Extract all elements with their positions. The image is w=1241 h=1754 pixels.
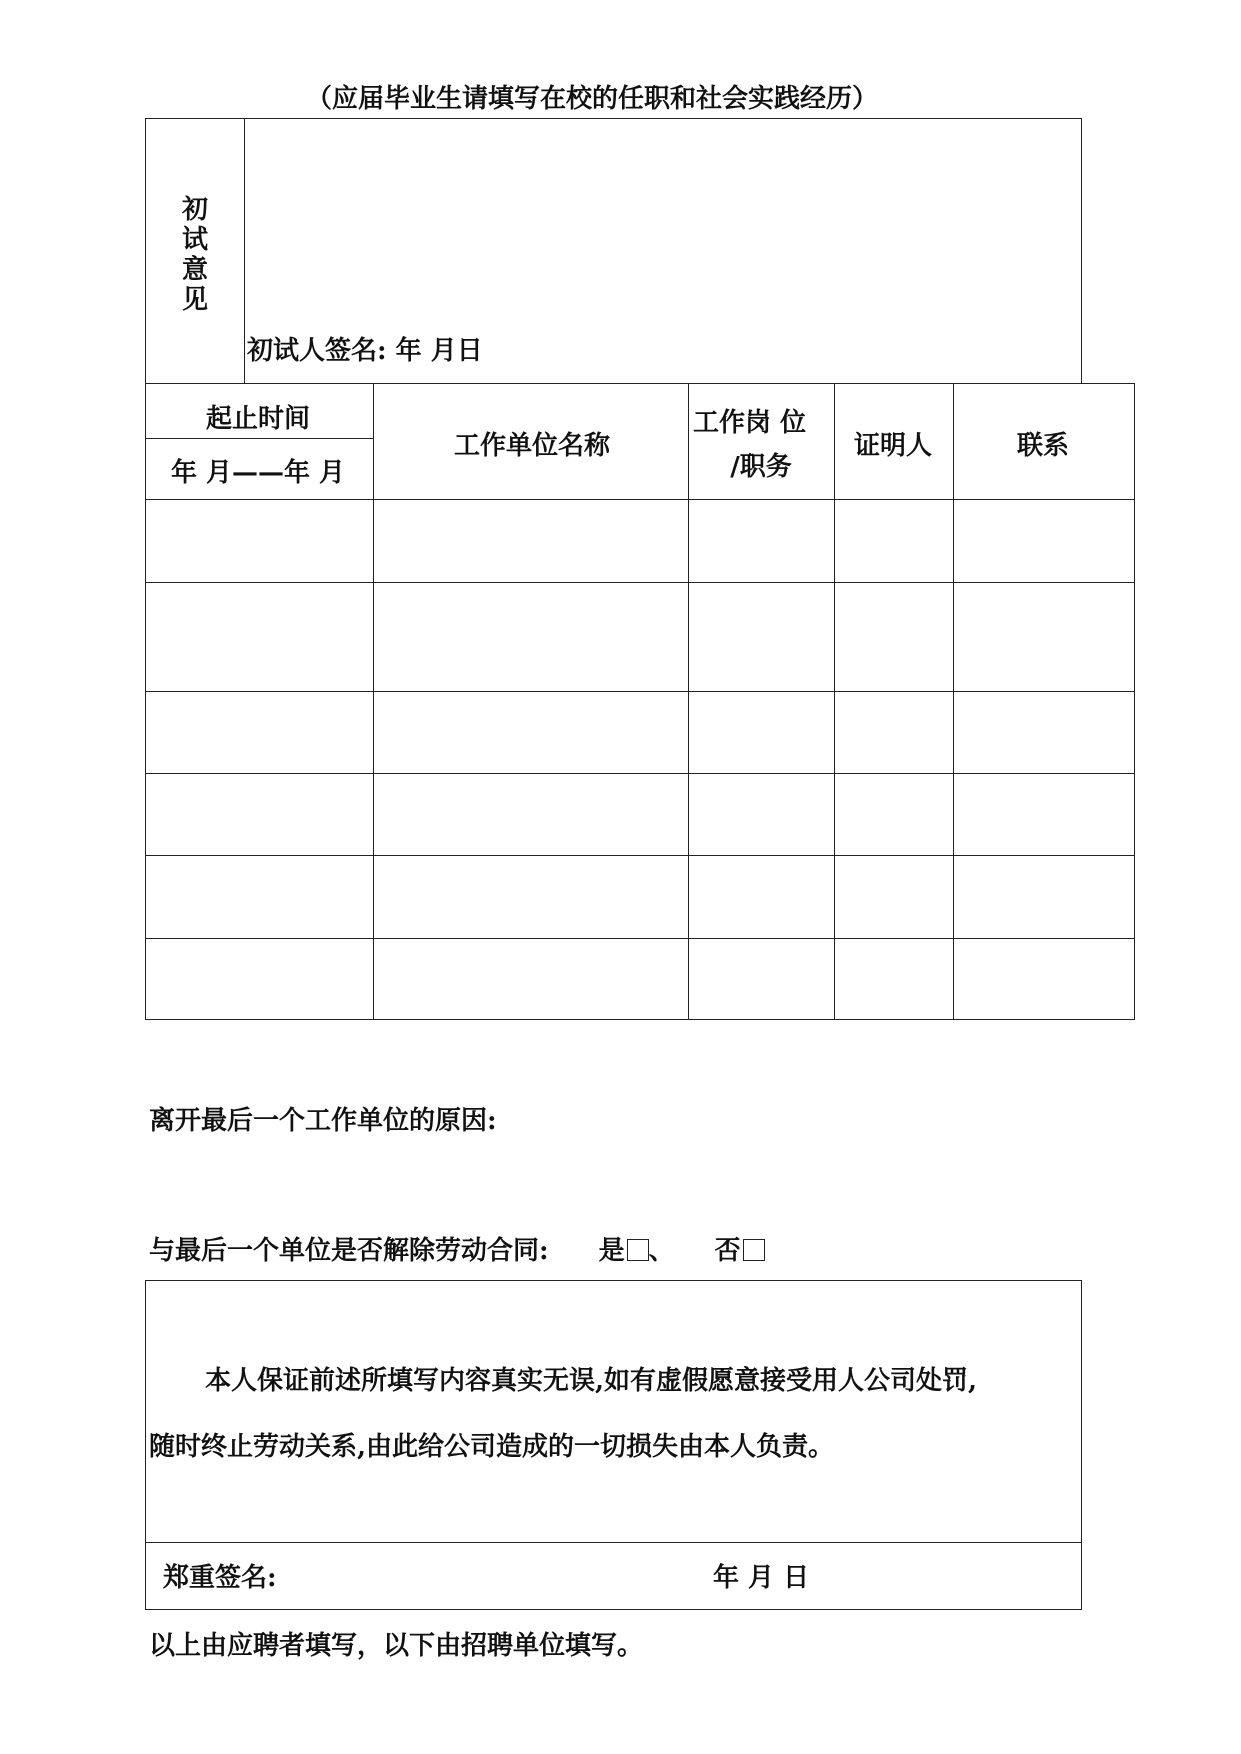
- cell-employer[interactable]: [375, 857, 686, 936]
- row-divider: [145, 691, 1135, 692]
- row-divider: [145, 582, 1135, 583]
- row-divider: [145, 938, 1135, 939]
- header-employer: 工作单位名称: [453, 431, 611, 461]
- signature-label: 郑重签名:: [163, 1563, 277, 1593]
- header-contact: 联系: [1016, 431, 1070, 461]
- cell-employer[interactable]: [375, 775, 686, 853]
- header-reference: 证明人: [853, 431, 933, 461]
- cell-period[interactable]: [147, 940, 371, 1018]
- cell-position[interactable]: [690, 693, 832, 771]
- cell-period[interactable]: [147, 775, 371, 853]
- contract-question: [149, 1238, 765, 1264]
- cell-employer[interactable]: [375, 501, 686, 580]
- signature-field[interactable]: [300, 1552, 700, 1600]
- leave-reason-label: 离开最后一个工作单位的原因:: [149, 1106, 497, 1136]
- cell-position[interactable]: [690, 940, 832, 1018]
- cell-period[interactable]: [147, 693, 371, 771]
- header-period: 起止时间: [205, 404, 311, 434]
- col-divider: [688, 383, 689, 1020]
- header-bottom-line: [145, 499, 1135, 500]
- cell-period[interactable]: [147, 584, 371, 689]
- cell-reference[interactable]: [836, 940, 951, 1018]
- cell-position[interactable]: [690, 775, 832, 853]
- col-divider: [373, 383, 374, 1020]
- cell-reference[interactable]: [836, 584, 951, 689]
- review-signature-line: 初试人签名: 年 月日: [247, 336, 483, 366]
- cell-contact[interactable]: [955, 775, 1133, 853]
- period-header-split: [145, 438, 373, 439]
- cell-employer[interactable]: [375, 940, 686, 1018]
- row-divider: [145, 773, 1135, 774]
- cell-reference[interactable]: [836, 501, 951, 580]
- declaration-signature-divider: [145, 1542, 1082, 1543]
- header-position-line1: 工作岗 位: [693, 408, 807, 438]
- contract-no-label: 否: [714, 1236, 741, 1266]
- declaration-line-1: 本人保证前述所填写内容真实无误,如有虚假愿意接受用人公司处罚,: [205, 1366, 978, 1396]
- contract-separator: 、: [648, 1236, 675, 1266]
- declaration-line-2: 随时终止劳动关系,由此给公司造成的一切损失由本人负责。: [149, 1432, 835, 1462]
- cell-employer[interactable]: [375, 584, 686, 689]
- review-label-divider: [244, 118, 245, 384]
- footer-note: 以上由应聘者填写，以下由招聘单位填写。: [149, 1631, 644, 1661]
- contract-no-checkbox[interactable]: [743, 1239, 765, 1261]
- cell-employer[interactable]: [375, 693, 686, 771]
- signature-date: 年 月 日: [713, 1563, 810, 1593]
- cell-period[interactable]: [147, 857, 371, 936]
- cell-reference[interactable]: [836, 693, 951, 771]
- header-position-line2: /职务: [730, 452, 792, 482]
- review-label-char: 见: [181, 285, 208, 315]
- cell-position[interactable]: [690, 501, 832, 580]
- contract-yes-checkbox[interactable]: [627, 1239, 649, 1261]
- col-divider: [834, 383, 835, 1020]
- cell-contact[interactable]: [955, 857, 1133, 936]
- review-label-char: 试: [181, 225, 208, 255]
- cell-contact[interactable]: [955, 501, 1133, 580]
- cell-position[interactable]: [690, 857, 832, 936]
- cell-reference[interactable]: [836, 857, 951, 936]
- col-divider: [953, 383, 954, 1020]
- top-note: （应届毕业生请填写在校的任职和社会实践经历）: [306, 84, 879, 114]
- contract-question-label: 与最后一个单位是否解除劳动合同:: [149, 1236, 549, 1266]
- cell-position[interactable]: [690, 584, 832, 689]
- cell-contact[interactable]: [955, 584, 1133, 689]
- cell-period[interactable]: [147, 501, 371, 580]
- review-label-char: 意: [181, 255, 208, 285]
- cell-contact[interactable]: [955, 940, 1133, 1018]
- row-divider: [145, 855, 1135, 856]
- cell-reference[interactable]: [836, 775, 951, 853]
- cell-contact[interactable]: [955, 693, 1133, 771]
- review-label-char: 初: [181, 195, 208, 225]
- contract-yes-label: 是: [598, 1236, 625, 1266]
- header-period-format: 年 月——年 月: [170, 458, 346, 488]
